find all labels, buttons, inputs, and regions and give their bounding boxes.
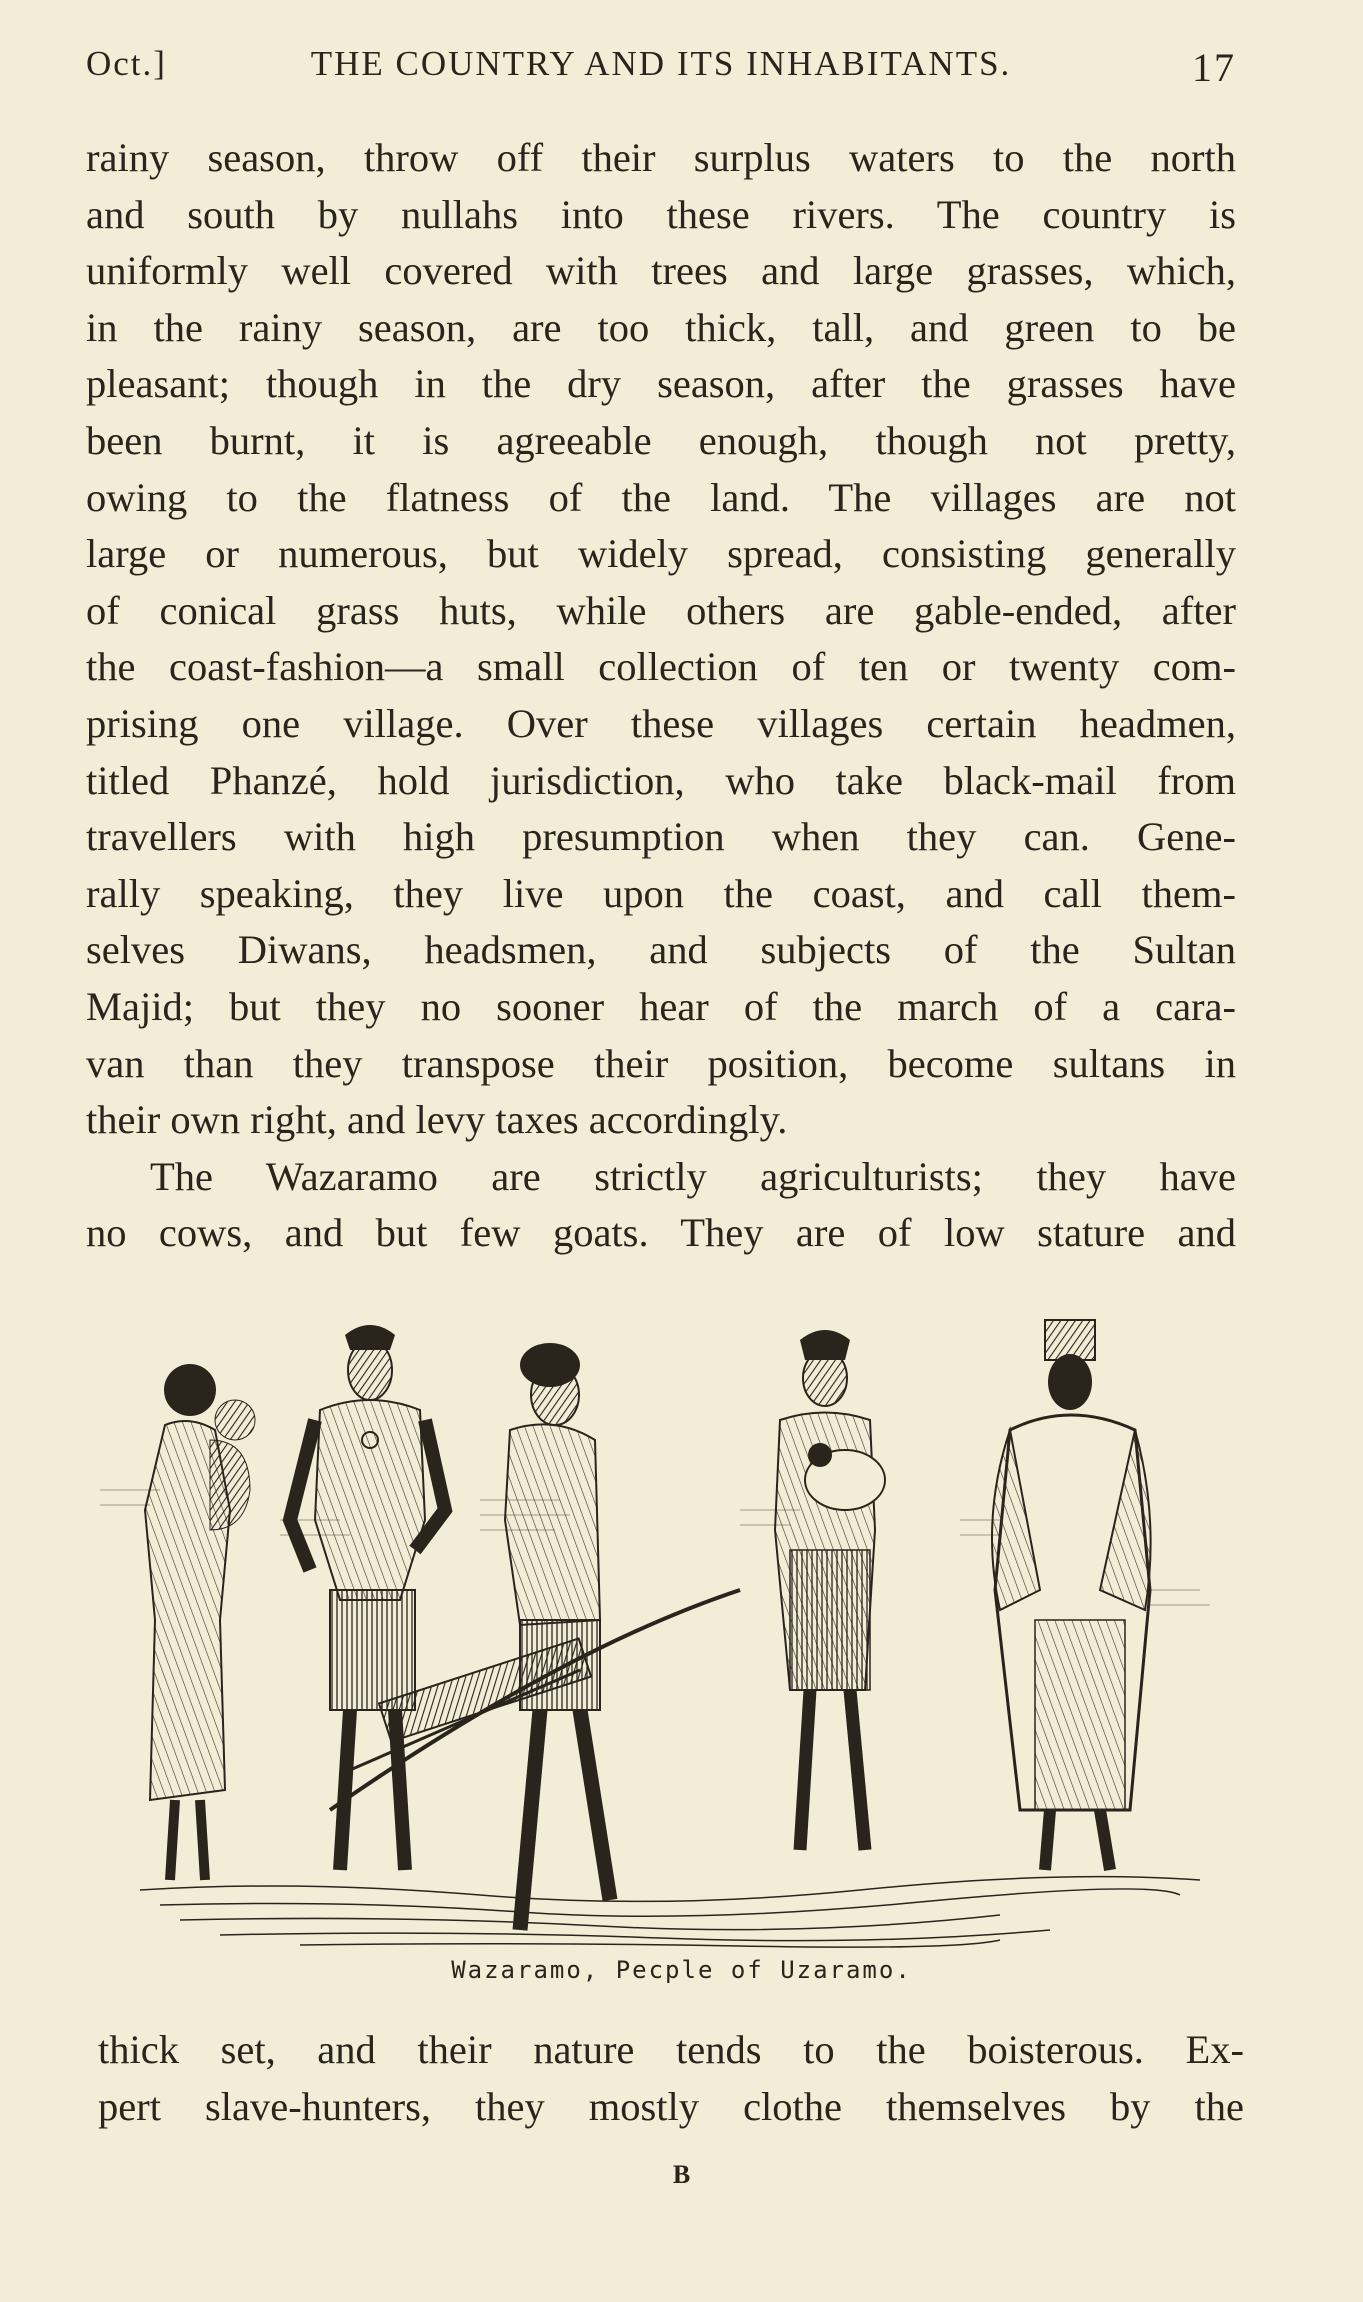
ground-hatching (140, 1877, 1200, 1947)
figure-caption: Wazaramo, Pecple of Uzaramo. (451, 1956, 912, 1984)
text-line: selves Diwans, headsmen, and subjects of the Sultan (86, 927, 1236, 973)
text-line: no cows, and but few goats. They are of low stature and (86, 1210, 1236, 1256)
text-line: Majid; but they no sooner hear of the march of a cara- (86, 983, 1236, 1029)
text-line: travellers with high presumption when they can. Gene- (86, 814, 1236, 860)
text-line: The Wazaramo are strictly agriculturists; they have (150, 1153, 1236, 1199)
figure-woman-holding-baby (775, 1330, 885, 1850)
figure-woman-with-child (145, 1364, 255, 1880)
text-line: of conical grass huts, while others are gable-ended, after (86, 587, 1236, 633)
text-line: thick set, and their nature tends to the boisterous. Ex- (98, 2027, 1244, 2072)
text-line: owing to the flatness of the land. The villages are not (86, 474, 1236, 520)
text-line: rainy season, throw off their surplus waters to the north (86, 135, 1236, 180)
text-line: titled Phanzé, hold jurisdiction, who take black-mail from (86, 757, 1236, 803)
text-line: rally speaking, they live upon the coast, and call them- (86, 870, 1236, 916)
text-line: their own right, and levy taxes accordingly. (86, 1097, 788, 1143)
text-line: the coast-fashion—a small collection of ten or twenty com- (86, 644, 1236, 690)
running-head-title: THE COUNTRY AND ITS INHABITANTS. (310, 44, 1012, 83)
text-line: uniformly well covered with trees and large grasses, which, (86, 248, 1236, 294)
text-line: been burnt, it is agreeable enough, though not pretty, (86, 417, 1236, 463)
text-line: and south by nullahs into these rivers. The country is (86, 191, 1236, 237)
text-line: van than they transpose their position, become sultans in (86, 1040, 1236, 1086)
figure-robed-man (992, 1320, 1151, 1870)
text-line: large or numerous, but widely spread, consisting generally (86, 531, 1236, 577)
signature-mark: B (672, 2160, 691, 2189)
text-line: pert slave-hunters, they mostly clothe themselves by the (98, 2083, 1244, 2129)
figure-standing-man (290, 1325, 445, 1870)
engraving-drawing (100, 1290, 1240, 1950)
body-text (86, 130, 1236, 1262)
engraving-illustration (100, 1290, 1240, 1950)
text-line: in the rainy season, are too thick, tall, and green to be (86, 304, 1236, 350)
continuation-text (98, 2022, 1244, 2135)
page-number: 17 (1192, 45, 1236, 90)
running-head-date: Oct.] (86, 44, 167, 83)
text-line: prising one village. Over these villages certain headmen, (86, 700, 1236, 746)
running-head (86, 44, 1236, 94)
text-line: pleasant; though in the dry season, after the grasses have (86, 361, 1236, 407)
